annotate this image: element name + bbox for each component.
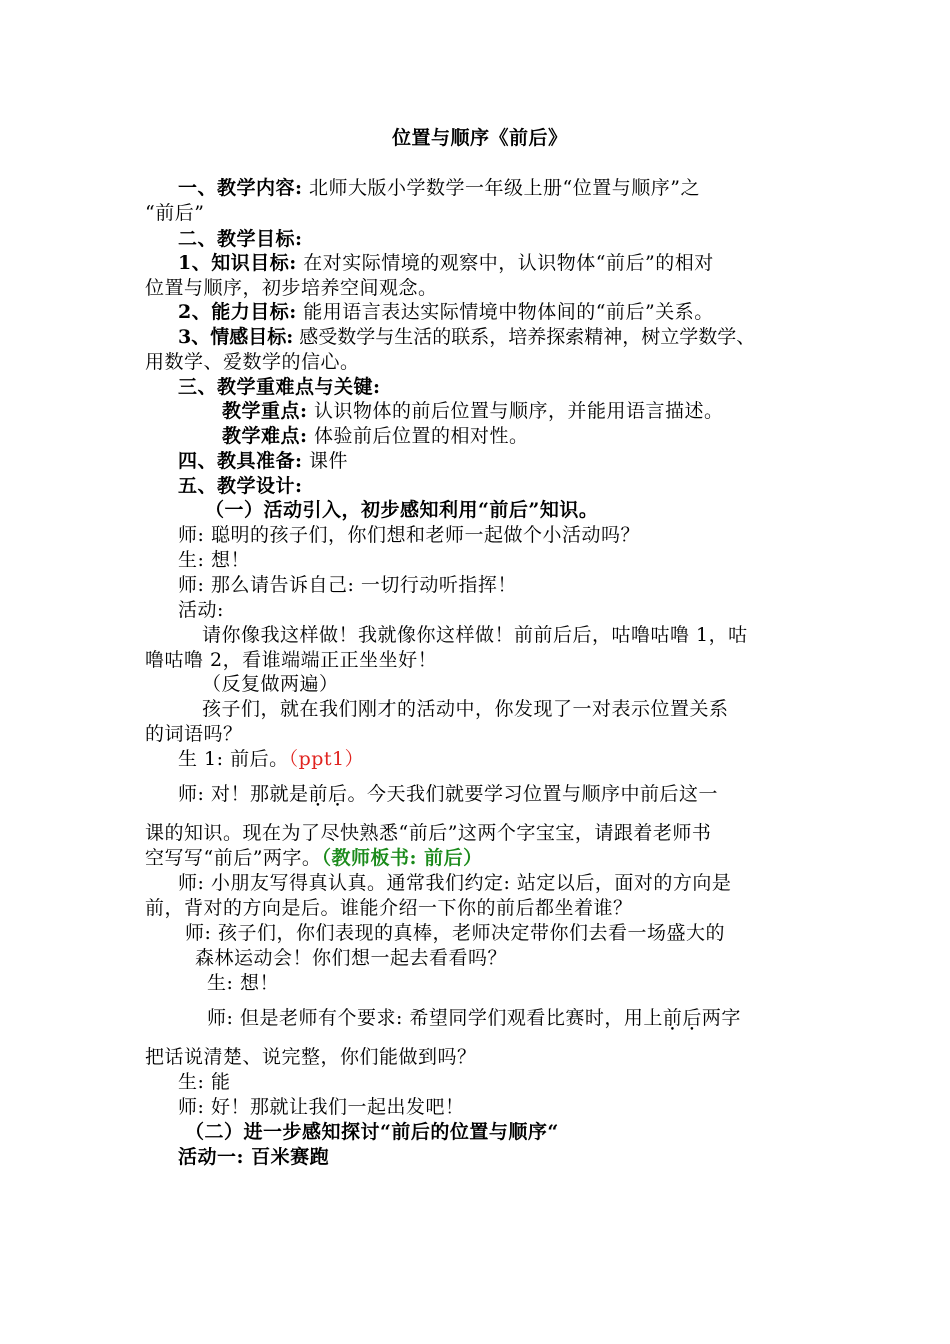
emphasized-char: 后 — [327, 783, 348, 805]
goal-emotion — [178, 326, 755, 348]
goal-text: 感受数学与生活的联系，培养探索精神，树立学数学、 — [293, 326, 756, 348]
dialogue-line: 活动: — [178, 599, 224, 621]
key-point — [222, 400, 724, 422]
activity-text: 请你像我这样做！我就像你这样做！前前后后，咕噜咕噜 1，咕 — [202, 624, 748, 646]
goal-text: 在对实际情境的观察中，认识物体“前后”的相对 — [296, 252, 714, 274]
goal-text-cont: 位置与顺序，初步培养空间观念。 — [145, 277, 438, 299]
dialogue-line: 师: 聪明的孩子们，你们想和老师一起做个小活动吗？ — [178, 524, 640, 546]
ppt-marker: （ppt1） — [288, 748, 365, 770]
dialogue-text: 两字 — [701, 1007, 741, 1029]
dialogue-line: 生: 想！ — [178, 549, 250, 571]
dialogue-cont: 把话说清楚、说完整，你们能做到吗？ — [145, 1046, 477, 1068]
dialogue-text: 。今天我们就要学习位置与顺序中前后这一 — [347, 783, 718, 805]
emphasized-char: 后 — [682, 1007, 702, 1029]
page-title: 位置与顺序《前后》 — [392, 127, 568, 149]
section-label: 一、教学内容: — [178, 177, 303, 199]
dialogue-text: 生 1: 前后。 — [178, 748, 289, 770]
activity-one-heading: 活动一: 百米赛跑 — [178, 1146, 330, 1168]
dialogue-cont: 前，背对的方向是后。谁能介绍一下你的前后都坐着谁？ — [145, 897, 633, 919]
section-design: 五、教学设计: — [178, 475, 303, 497]
dialogue-cont: 森林运动会！你们想一起去看看吗？ — [195, 947, 508, 969]
dialogue-text: 师: 对！那就是 — [178, 783, 309, 805]
activity-text: 孩子们，就在我们刚才的活动中，你发现了一对表示位置关系 — [202, 698, 729, 720]
activity-note: （反复做两遍） — [202, 673, 339, 695]
dialogue-line: 生: 能 — [178, 1071, 231, 1093]
dialogue-line: 师: 那么请告诉自己: 一切行动听指挥！ — [178, 574, 517, 596]
key-text: 认识物体的前后位置与顺序，并能用语言描述。 — [307, 400, 724, 422]
section-text: 课件 — [302, 450, 349, 472]
activity-text-cont: 的词语吗？ — [145, 723, 243, 745]
dialogue-line: 师: 好！那就让我们一起出发吧！ — [178, 1096, 465, 1118]
activity-text-cont: 噜咕噜 2，看谁端端正正坐坐好！ — [145, 649, 438, 671]
emphasized-char: 前 — [308, 783, 328, 805]
dialogue-line — [178, 748, 364, 770]
goal-knowledge — [178, 252, 714, 274]
section-objectives: 二、教学目标: — [178, 228, 303, 250]
goal-text: 能用语言表达实际情境中物体间的“前后”关系。 — [296, 301, 714, 323]
goal-label: 2、能力目标: — [178, 301, 297, 323]
section-materials — [178, 450, 348, 472]
dialogue-text: 空写写“前后”两字。 — [145, 847, 322, 869]
difficult-point — [222, 425, 529, 447]
section-text: 北师大版小学数学一年级上册“位置与顺序”之 — [302, 177, 700, 199]
dialogue-text: 师: 但是老师有个要求: 希望同学们观看比赛时，用上 — [207, 1007, 663, 1029]
dialogue-cont: 课的知识。现在为了尽快熟悉“前后”这两个字宝宝，请跟着老师书 — [145, 822, 712, 844]
section-teaching-content — [178, 177, 700, 199]
difficult-text: 体验前后位置的相对性。 — [307, 425, 529, 447]
part-two-heading: （二）进一步感知探讨“前后的位置与顺序“ — [185, 1121, 559, 1143]
dialogue-line: 师: 孩子们，你们表现的真棒，老师决定带你们去看一场盛大的 — [185, 922, 725, 944]
section-text-cont: “前后” — [145, 202, 205, 224]
emphasized-char: 前 — [662, 1007, 683, 1029]
dialogue-line — [178, 783, 718, 805]
dialogue-line: 生: 想！ — [207, 972, 279, 994]
goal-label: 1、知识目标: — [178, 252, 297, 274]
section-key-points: 三、教学重难点与关键: — [178, 376, 381, 398]
section-label: 四、教具准备: — [178, 450, 303, 472]
part-one-heading: （一）活动引入，初步感知利用“前后”知识。 — [205, 499, 599, 521]
difficult-label: 教学难点: — [222, 425, 308, 447]
board-note: （教师板书: 前后） — [321, 847, 483, 869]
dialogue-cont — [145, 847, 483, 869]
dialogue-line: 师: 小朋友写得真认真。通常我们约定: 站定以后，面对的方向是 — [178, 872, 732, 894]
goal-text-cont: 用数学、爱数学的信心。 — [145, 351, 360, 373]
key-label: 教学重点: — [222, 400, 308, 422]
goal-ability — [178, 301, 714, 323]
goal-label: 3、情感目标: — [178, 326, 294, 348]
dialogue-line — [207, 1007, 741, 1029]
